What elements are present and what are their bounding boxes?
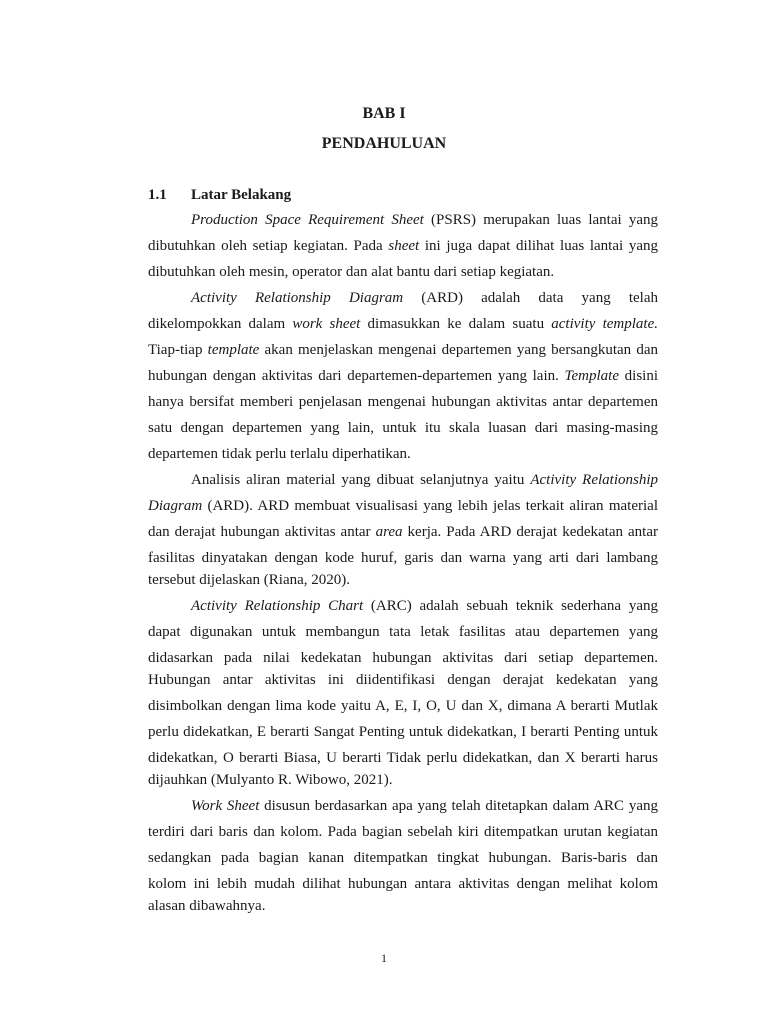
- text-run: (ARD). ARD membuat visualisasi yang lebih jelas terkait aliran material: [202, 498, 658, 514]
- body-line: [148, 725, 658, 740]
- body-line: [148, 573, 658, 588]
- page-number: 1: [381, 951, 387, 965]
- body-line: [148, 699, 658, 714]
- text-run: ini juga dapat dilihat luas lantai yang: [419, 238, 658, 254]
- body-line: [148, 447, 658, 462]
- body-line: [191, 291, 658, 306]
- text-run: dibutuhkan oleh mesin, operator dan alat bantu dari setiap kegiatan.: [148, 264, 555, 280]
- text-run: didasarkan pada nilai kedekatan hubungan aktivitas dari setiap departemen.: [148, 650, 658, 666]
- text-run: akan menjelaskan mengenai departemen yang bersangkutan dan: [259, 342, 659, 358]
- text-run: hubungan dengan aktivitas dari departemen-departemen yang lain.: [148, 368, 565, 384]
- italic-term: activity template.: [551, 316, 658, 332]
- body-line: [148, 673, 658, 688]
- text-run: kerja. Pada ARD derajat kedekatan antar: [402, 524, 658, 540]
- text-run: terdiri dari baris dan kolom. Pada bagian sebelah kiri ditempatkan urutan kegiatan: [148, 824, 658, 840]
- text-run: (PSRS) merupakan luas lantai yang: [423, 212, 658, 228]
- body-line: [148, 773, 658, 788]
- chapter-title: PENDAHULUAN: [321, 135, 447, 152]
- body-line: [148, 825, 658, 840]
- text-run: (ARD) adalah data yang telah: [403, 290, 658, 306]
- text-run: dimasukkan ke dalam suatu: [360, 316, 552, 332]
- body-line: [148, 625, 658, 640]
- text-run: dikelompokkan dalam: [148, 316, 293, 332]
- body-line: [148, 877, 658, 892]
- body-line: [191, 473, 658, 488]
- body-line: [148, 369, 658, 384]
- text-run: satu dengan departemen yang lain, untuk itu skala luasan dari masing-masing: [148, 420, 658, 436]
- section-number: 1.1: [148, 187, 167, 203]
- body-line: [191, 799, 658, 814]
- text-run: Tiap-tiap: [148, 342, 208, 358]
- text-run: sedangkan pada bagian kanan ditempatkan tingkat hubungan. Baris-baris dan: [148, 850, 658, 866]
- body-line: [148, 651, 658, 666]
- text-run: (ARC) adalah sebuah teknik sederhana yang: [363, 598, 658, 614]
- body-line: [148, 851, 658, 866]
- body-line: [148, 265, 658, 280]
- italic-term: sheet: [388, 238, 420, 254]
- body-line: [148, 343, 658, 358]
- text-run: Hubungan antar aktivitas ini diidentifikasi dengan derajat kedekatan yang: [148, 672, 658, 688]
- text-run: disimbolkan dengan lima kode yaitu A, E, I, O, U dan X, dimana A berarti Mutlak: [148, 698, 658, 714]
- body-line: [148, 395, 658, 410]
- italic-term: Activity Relationship: [530, 472, 658, 488]
- italic-term: Production Space Requirement Sheet: [191, 212, 424, 228]
- italic-term: work sheet: [292, 316, 361, 332]
- text-run: tersebut dijelaskan (Riana, 2020).: [148, 572, 351, 588]
- text-run: Analisis aliran material yang dibuat selanjutnya yaitu: [191, 472, 531, 488]
- body-line: [148, 751, 658, 766]
- body-line: [148, 239, 658, 254]
- text-run: dan derajat hubungan aktivitas antar: [148, 524, 376, 540]
- text-run: perlu didekatkan, E berarti Sangat Penting untuk didekatkan, I berarti Penting untuk: [148, 724, 658, 740]
- body-line: [148, 525, 658, 540]
- italic-term: Work Sheet: [191, 798, 260, 814]
- text-run: departemen tidak perlu terlalu diperhatikan.: [148, 446, 411, 462]
- text-run: disini: [619, 368, 658, 384]
- text-run: didekatkan, O berarti Biasa, U berarti Tidak perlu didekatkan, dan X berarti harus: [148, 750, 658, 766]
- body-line: [148, 317, 658, 332]
- italic-term: Activity Relationship Diagram: [191, 290, 404, 306]
- body-line: [148, 421, 658, 436]
- text-run: dijauhkan (Mulyanto R. Wibowo, 2021).: [148, 772, 393, 788]
- text-run: dibutuhkan oleh setiap kegiatan. Pada: [148, 238, 389, 254]
- body-line: [191, 213, 658, 228]
- body-line: [148, 499, 658, 514]
- text-run: fasilitas dinyatakan dengan kode huruf, garis dan warna yang arti dari lambang: [148, 550, 658, 566]
- italic-term: Template: [564, 368, 619, 384]
- text-run: dapat digunakan untuk membangun tata letak fasilitas atau departemen yang: [148, 624, 658, 640]
- italic-term: Diagram: [148, 498, 203, 514]
- text-run: kolom ini lebih mudah dilihat hubungan antara aktivitas dengan melihat kolom: [148, 876, 658, 892]
- section-title: Latar Belakang: [191, 187, 292, 203]
- text-run: hanya bersifat memberi penjelasan mengenai hubungan aktivitas antar departemen: [148, 394, 658, 410]
- text-run: alasan dibawahnya.: [148, 898, 266, 914]
- body-line: [148, 551, 658, 566]
- chapter-number: BAB I: [362, 105, 406, 122]
- text-run: disusun berdasarkan apa yang telah ditetapkan dalam ARC yang: [259, 798, 658, 814]
- body-line: [148, 899, 658, 914]
- italic-term: area: [375, 524, 403, 540]
- italic-term: template: [207, 342, 260, 358]
- body-line: [191, 599, 658, 614]
- italic-term: Activity Relationship Chart: [191, 598, 364, 614]
